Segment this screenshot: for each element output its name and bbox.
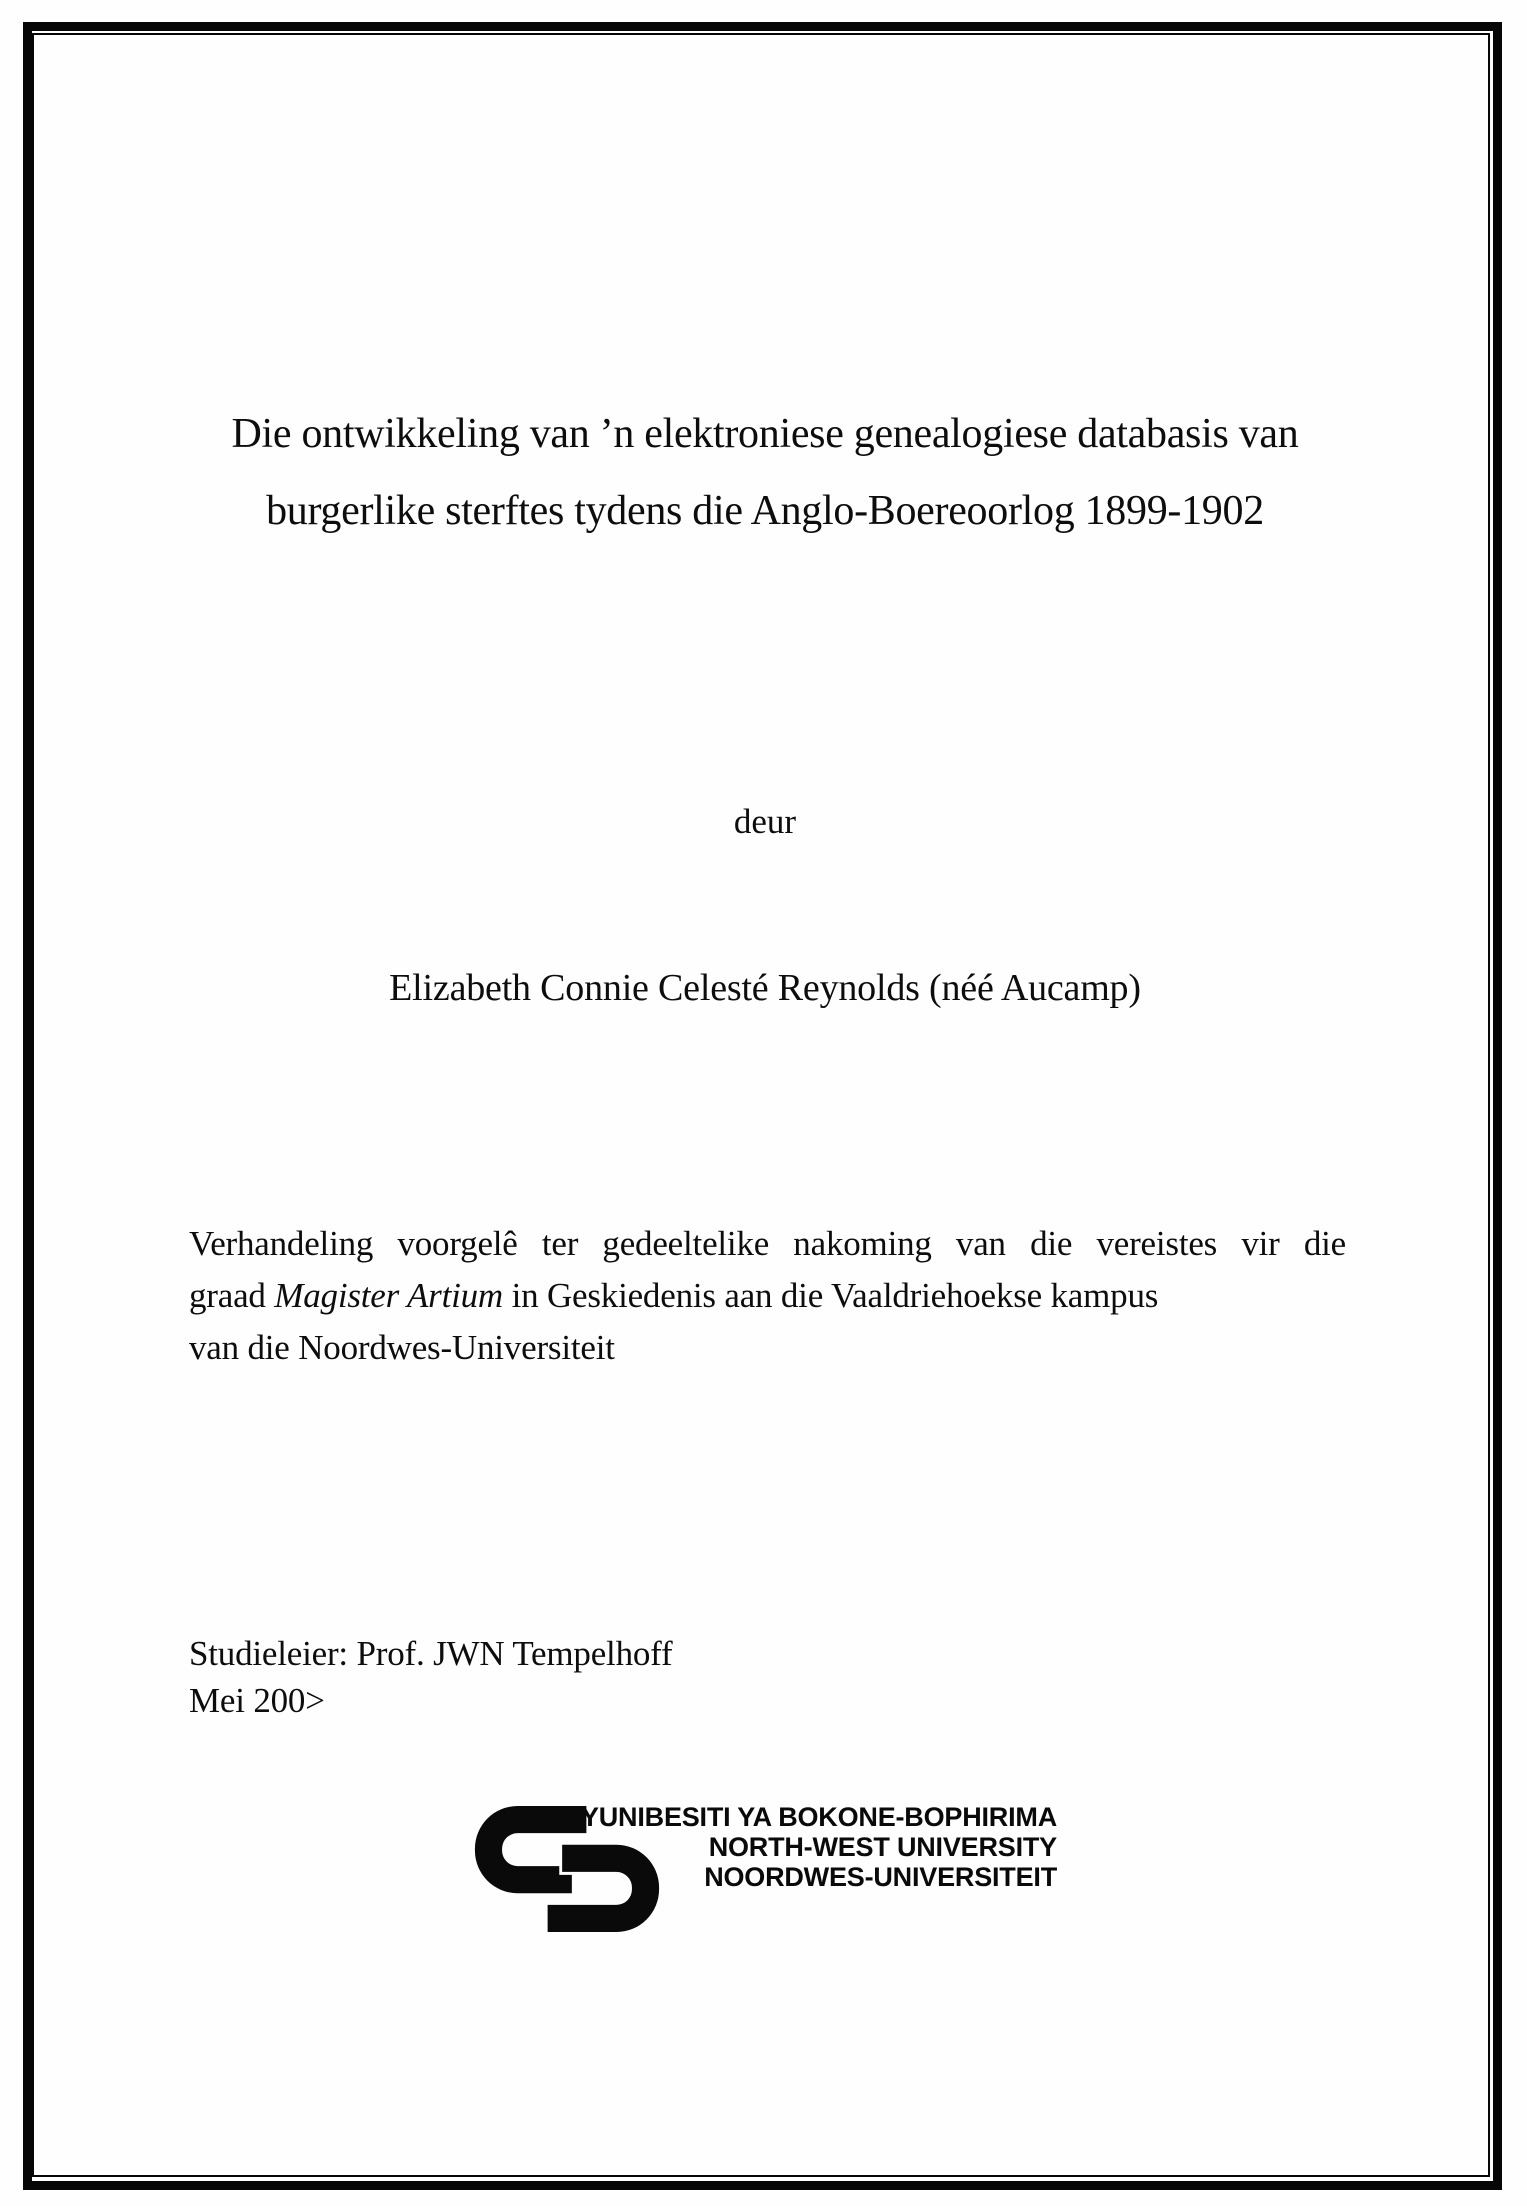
statement-line-2-suffix: in Geskiedenis aan die Vaaldriehoekse kampus (503, 1276, 1159, 1315)
statement-line-2-prefix: graad (189, 1276, 275, 1315)
thesis-title-line-1: Die ontwikkeling van ’n elektroniese genealogiese databasis van (231, 411, 1299, 457)
thesis-title (170, 396, 1360, 550)
nwu-logo-text (577, 1802, 1057, 1892)
statement-line-2 (189, 1270, 1346, 1322)
author-name: Elizabeth Connie Celesté Reynolds (néé Aucamp) (389, 967, 1141, 1009)
supervisor-line: Studieleier: Prof. JWN Tempelhoff (189, 1634, 673, 1673)
logo-text-line-2: NORTH-WEST UNIVERSITY (708, 1832, 1057, 1862)
nwu-logo (474, 1800, 1074, 1940)
thesis-title-line-2: burgerlike sterftes tydens die Anglo-Boereoorlog 1899-1902 (266, 488, 1264, 534)
byline-deur: deur (733, 802, 797, 841)
logo-text-line-1: YUNIBESITI YA BOKONE-BOPHIRIMA (580, 1802, 1057, 1832)
statement-degree-name: Magister Artium (274, 1276, 504, 1315)
statement-line-3: van die Noordwes-Universiteit (189, 1328, 615, 1367)
supervisor-block (189, 1630, 1089, 1724)
date-line: Mei 200> (189, 1681, 325, 1720)
logo-text-line-3: NOORDWES-UNIVERSITEIT (704, 1862, 1057, 1892)
statement-line-1: Verhandeling voorgelê ter gedeeltelike nakoming van die vereistes vir die (189, 1224, 1346, 1263)
degree-statement (189, 1218, 1346, 1374)
